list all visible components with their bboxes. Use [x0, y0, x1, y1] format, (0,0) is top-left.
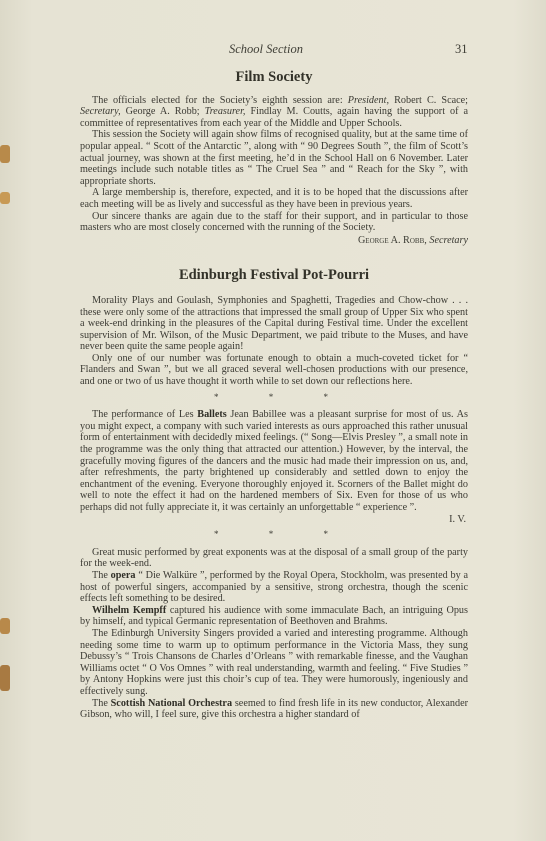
role-label: President, [347, 94, 389, 106]
bold-term: Scottish National Orchestra [110, 697, 233, 709]
section-divider: * * * [214, 529, 352, 540]
text: seemed to find fresh life in its new conductor, Alexander Gibson, who will, I feel sure, give this orchestra a higher standard of [80, 697, 469, 721]
bold-term: Wilhelm Kempff [92, 604, 167, 616]
page-edge-mark [0, 145, 10, 163]
text: Jean Babillee was a pleasant surprise for most of us. As you might expect, a company with such varied interests as ours approached this rather unusual form of entertainment with decidedly mixed feelings. (“ Song—Elvis Presley ”, a small note in the programme was the only thing that attracted our attention.) However, by the interval, the gracefully moving figures of the dancers and the music had made their impression on us, and, after refreshments, the party brightened up considerably and settled down to enjoy the enchantment of the evening. Everyone thoroughly enjoyed it. Scorners of the Ballet might do well to note the effect it had on the hardened members of Six. Even for those of us who perhaps did not fully appreciate it, it was certainly an unforgettable “ experience ”. [80, 409, 468, 513]
article-body [80, 60, 468, 721]
paragraph: A large membership is, therefore, expected, and it is to be hoped that the discussions after each meeting will be as lively and successful as they have been in previous years. [80, 187, 468, 210]
paragraph [80, 570, 468, 605]
paragraph: Only one of our number was fortunate enough to obtain a much-coveted ticket for “ Flanders and Swan ”, but we all graced several well-chosen productions with our presence, and one or two of us have thought it worth while to set down our reflections here. [80, 352, 468, 388]
page-edge-mark [0, 618, 10, 634]
paragraph [80, 409, 468, 513]
role-label: Treasurer, [204, 106, 246, 118]
role-label: Secretary, [80, 106, 121, 118]
paragraph [80, 698, 468, 721]
text: The [92, 569, 111, 581]
festival-title: Edinburgh Festival Pot-Pourri [178, 267, 370, 284]
text: captured his audience with some immaculate Bach, an intriguing Opus by himself, and typical Germanic representation of Beethoven and Brahms. [80, 604, 468, 628]
page-header [0, 40, 546, 60]
paragraph [80, 95, 468, 130]
running-title: School Section [229, 42, 303, 56]
paragraph: Morality Plays and Goulash, Symphonies and Spaghetti, Tragedies and Chow-chow . . . these were only some of the attractions that impressed the small group of Upper Six who spent a week-end drinking in the pleasures of the Capital during Festival time. Under the excellent supervision of Mr. Wilson, of the Music Department, we paid tribute to the Muses, and have never been quite the same people again! [80, 294, 468, 353]
page-number: 31 [455, 42, 468, 56]
signature-name: George A. Robb, [357, 234, 430, 246]
paragraph: Great music performed by great exponents was at the disposal of a small group of the party for the week-end. [80, 546, 468, 570]
text: George A. Robb; [120, 106, 205, 118]
signature [80, 235, 468, 247]
text: “ Die Walküre ”, performed by the Royal Opera, Stockholm, was presented by a host of powerful singers, accompanied by a sensitive, strong orchestra, though the scenic effects left something to be desired. [80, 569, 468, 605]
text: Findlay M. Coutts, again having the support of a committee of representatives from each year of the Middle and Upper Schools. [80, 106, 468, 129]
author-initials: I. V. [449, 513, 466, 525]
text: The [92, 697, 111, 709]
text: The performance of Les [92, 409, 198, 421]
paragraph: This session the Society will again show films of recognised quality, but at the same time of popular appeal. “ Scott of the Antarctic ”, along with “ 90 Degrees South ”, the film of Scott’s actual journey, was shown at the first meeting, he’d in the School Hall on 6 November. Later meetings include such notable titles as “ The Cruel Sea ” and “ Reach for the Sky ”, with appropriate shorts. [80, 129, 468, 187]
paragraph: The Edinburgh University Singers provided a varied and interesting programme. Although needing some time to warm up to optimum performance in the Victoria Mass, they sung Debussy’s “ Trois Chansons de Charles d’Orleans ” with remarkable finesse, and the Vaughan Williams octet “ O Vos Omnes ” with real understanding, warmth and feeling. “ Five Studies ” by Antony Hopkins were just this choir’s cup of tea. They were humorously, ingeniously and effectively sung. [80, 627, 468, 697]
signature-role: Secretary [429, 234, 468, 246]
bold-term: Ballets [197, 409, 227, 421]
page-edge-mark [0, 665, 10, 691]
paragraph: Our sincere thanks are again due to the staff for their support, and in particular to those masters who are most closely concerned with the running of the Society. [80, 210, 468, 234]
text: The officials elected for the Society’s eighth session are: [92, 94, 348, 106]
page-edge-mark [0, 192, 10, 204]
bold-term: opera [110, 569, 136, 581]
paragraph [80, 605, 468, 628]
text: Robert C. Scace; [389, 94, 469, 106]
section-divider: * * * [214, 391, 352, 402]
film-society-title: Film Society [235, 69, 313, 85]
